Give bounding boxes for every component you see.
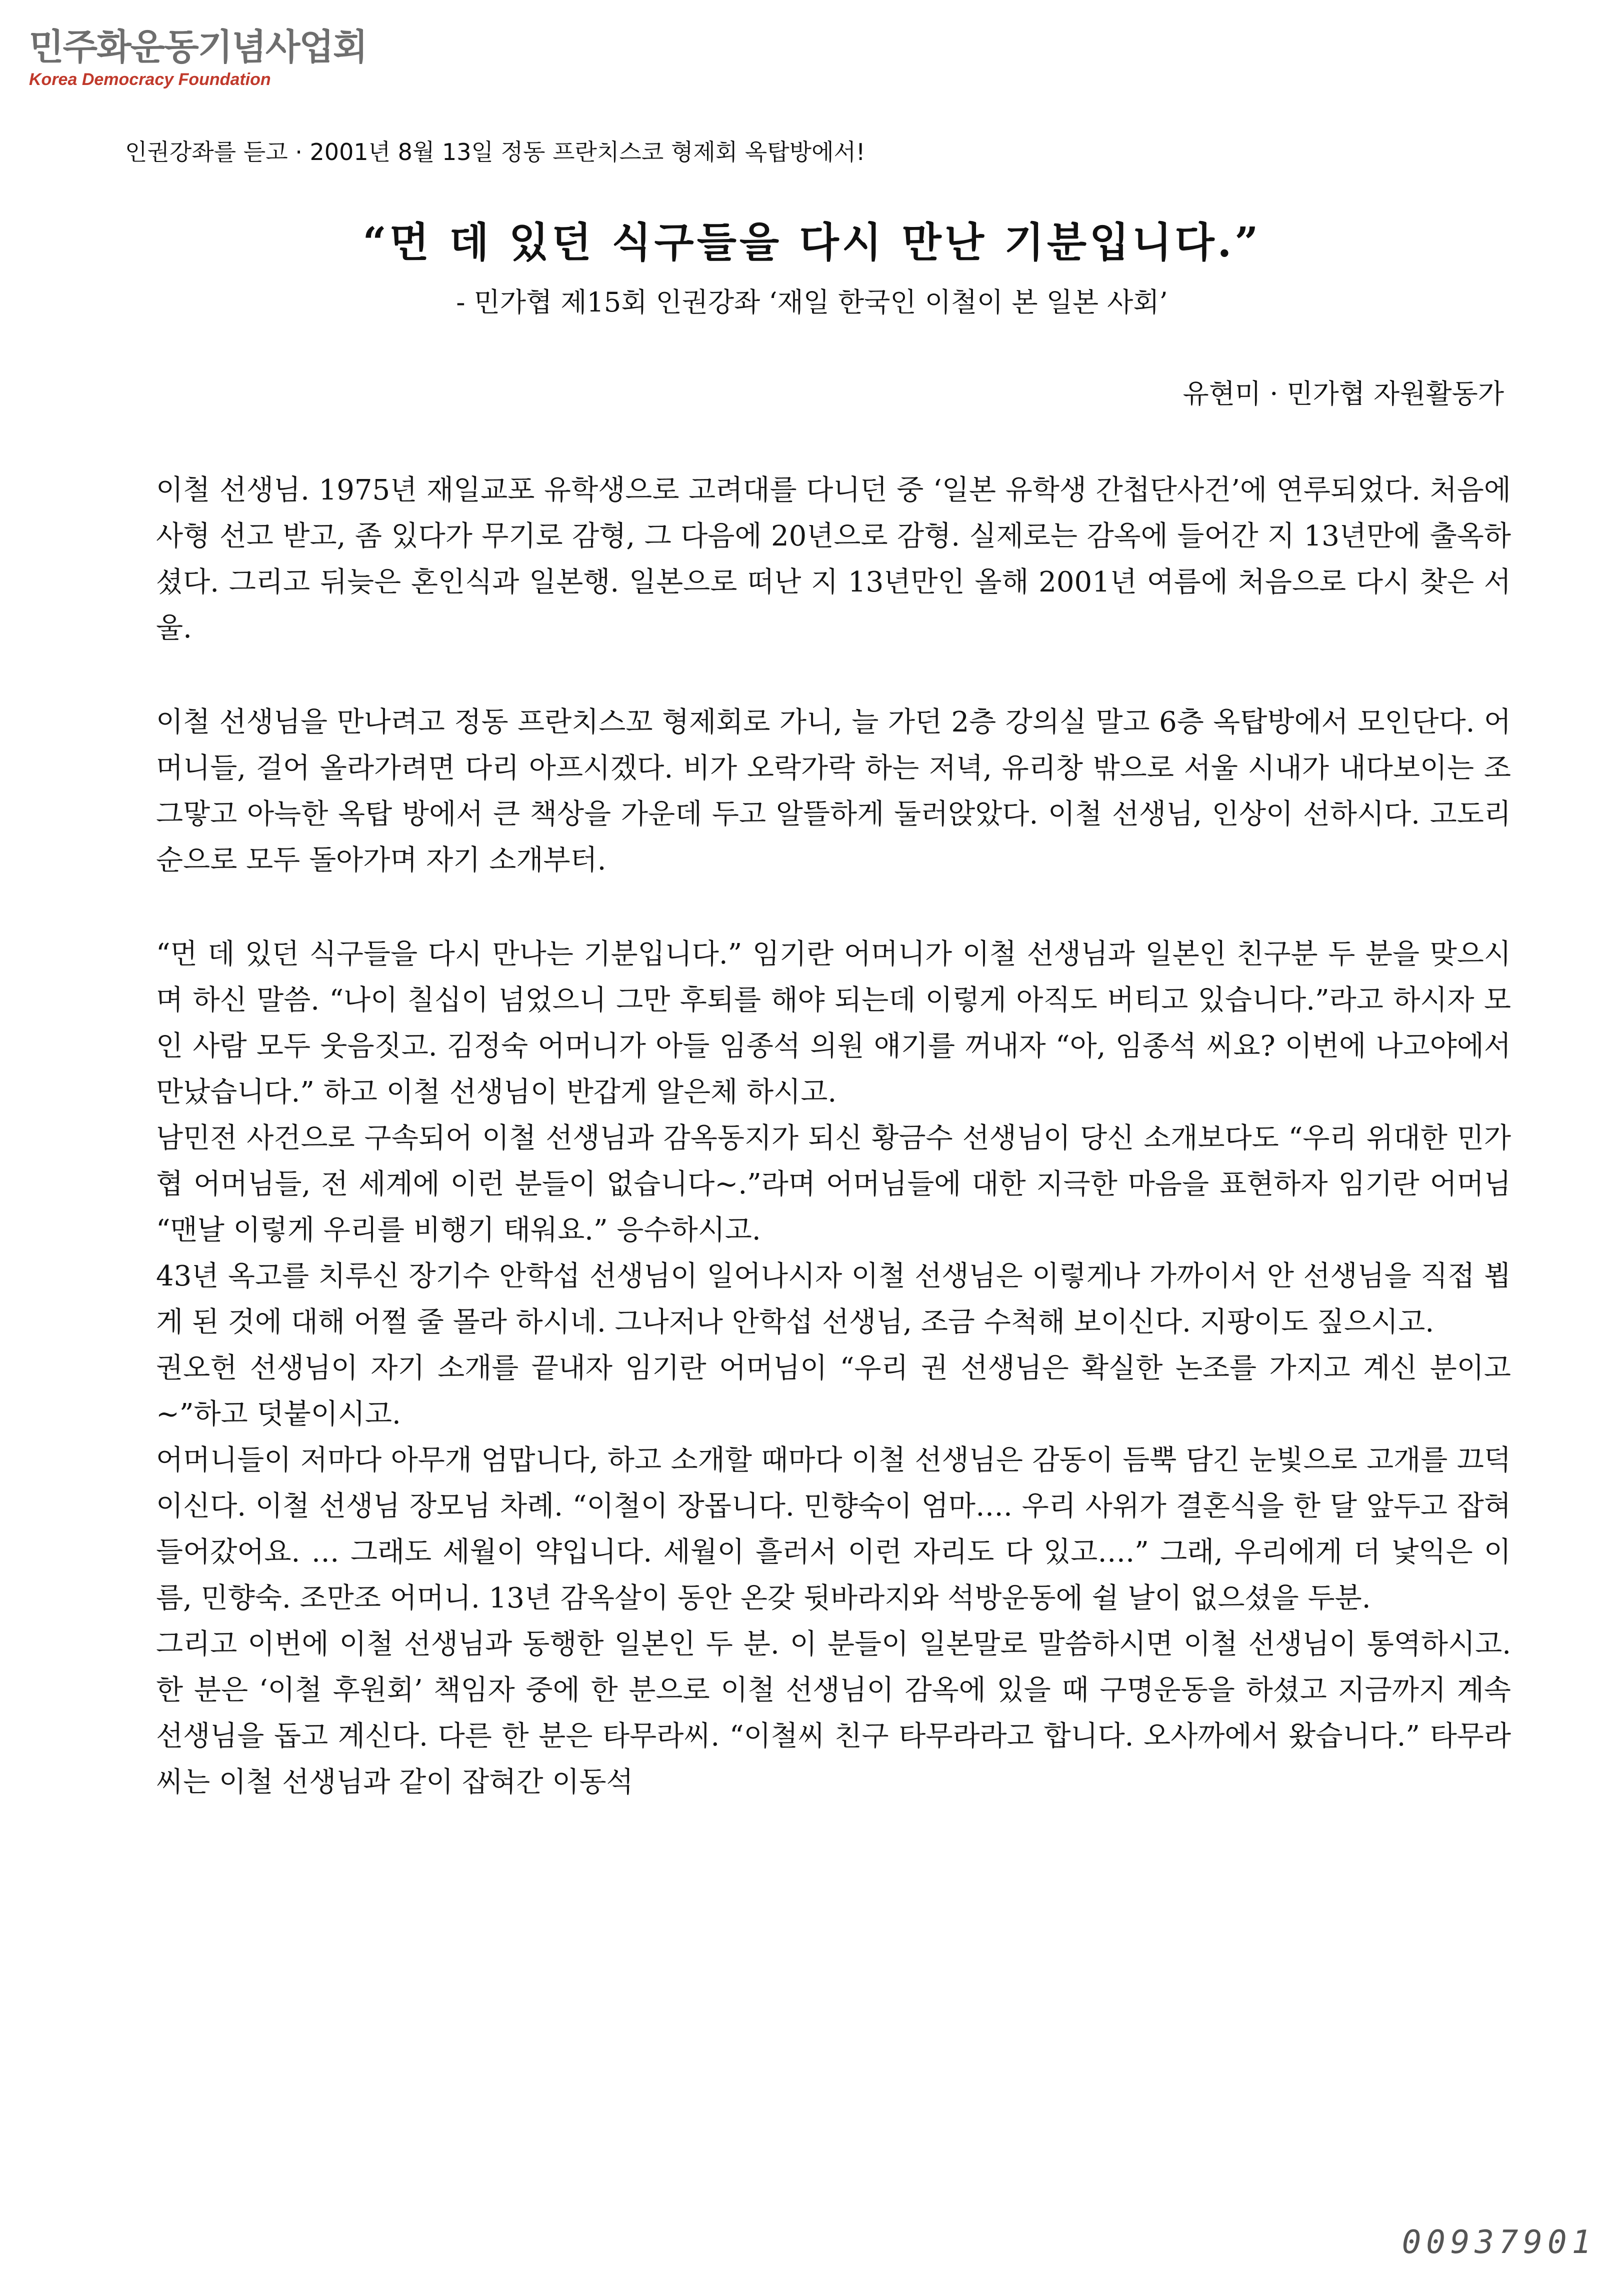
paragraph: 남민전 사건으로 구속되어 이철 선생님과 감옥동지가 되신 황금수 선생님이 당신 소개보다도 “우리 위대한 민가협 어머님들, 전 세계에 이런 분들이 없습니다~.”라며 어머님들에 대한 지극한 마음을 표현하자 임기란 어머님 “맨날 이렇게 우리를 비행기 태워요.” 응수하시고.	[156, 1122, 1511, 1246]
article-subtitle: - 민가협 제15회 인권강좌 ‘재일 한국인 이철이 본 일본 사회’	[456, 286, 1168, 318]
paragraph-group	[156, 468, 1511, 652]
paragraph: 43년 옥고를 치루신 장기수 안학섭 선생님이 일어나시자 이철 선생님은 이렇게나 가까이서 안 선생님을 직접 뵙게 된 것에 대해 어쩔 줄 몰라 하시네. 그나저나 안학섭 선생님, 조금 수척해 보이신다. 지팡이도 짚으시고.	[156, 1260, 1511, 1338]
pretitle: 인권강좌를 듣고 · 2001년 8월 13일 정동 프란치스코 형제회 옥탑방에서!	[125, 138, 866, 166]
paragraph-group	[156, 700, 1511, 884]
paragraph: “먼 데 있던 식구들을 다시 만나는 기분입니다.” 임기란 어머니가 이철 선생님과 일본인 친구분 두 분을 맞으시며 하신 말씀. “나이 칠십이 넘었으니 그만 후퇴를 해야 되는데 이렇게 아직도 버티고 있습니다.”라고 하시자 모인 사람 모두 웃음짓고. 김정숙 어머니가 아들 임종석 의원 얘기를 꺼내자 “아, 임종석 씨요? 이번에 나고야에서 만났습니다.” 하고 이철 선생님이 반갑게 알은체 하시고.	[156, 938, 1511, 1108]
author-byline: 유현미 · 민가협 자원활동가	[1182, 378, 1504, 410]
archive-stamp-number: 00937901	[1402, 2224, 1596, 2261]
paragraph-group	[156, 932, 1511, 1806]
logo-english-text: Korea Democracy Foundation	[29, 70, 271, 89]
article-title: “먼 데 있던 식구들을 다시 만난 기분입니다.”	[362, 218, 1262, 266]
paragraph: 권오헌 선생님이 자기 소개를 끝내자 임기란 어머님이 “우리 권 선생님은 확실한 논조를 가지고 계신 분이고~”하고 덧붙이시고.	[156, 1352, 1511, 1430]
paragraph: 그리고 이번에 이철 선생님과 동행한 일본인 두 분. 이 분들이 일본말로 말씀하시면 이철 선생님이 통역하시고. 한 분은 ‘이철 후원회’ 책임자 중에 한 분으로 이철 선생님이 감옥에 있을 때 구명운동을 하셨고 지금까지 계속 선생님을 돕고 계신다. 다른 한 분은 타무라씨. “이철씨 친구 타무라라고 합니다. 오사까에서 왔습니다.” 타무라 씨는 이철 선생님과 같이 잡혀간 이동석	[156, 1628, 1511, 1798]
paragraph: 이철 선생님을 만나려고 정동 프란치스꼬 형제회로 가니, 늘 가던 2층 강의실 말고 6층 옥탑방에서 모인단다. 어머니들, 걸어 올라가려면 다리 아프시겠다. 비가 오락가락 하는 저녁, 유리창 밖으로 서울 시내가 내다보이는 조그맣고 아늑한 옥탑 방에서 큰 책상을 가운데 두고 알뜰하게 둘러앉았다. 이철 선생님, 인상이 선하시다. 고도리 순으로 모두 돌아가며 자기 소개부터.	[156, 706, 1511, 876]
foundation-logo	[29, 26, 367, 90]
paragraph: 이철 선생님. 1975년 재일교포 유학생으로 고려대를 다니던 중 ‘일본 유학생 간첩단사건’에 연루되었다. 처음에 사형 선고 받고, 좀 있다가 무기로 감형, 그 다음에 20년으로 감형. 실제로는 감옥에 들어간 지 13년만에 출옥하셨다. 그리고 뒤늦은 혼인식과 일본행. 일본으로 떠난 지 13년만인 올해 2001년 여름에 처음으로 다시 찾은 서울.	[156, 474, 1511, 644]
article-body	[156, 468, 1511, 1806]
logo-korean-text: 민주화운동기념사업회	[29, 26, 367, 68]
paragraph: 어머니들이 저마다 아무개 엄맙니다, 하고 소개할 때마다 이철 선생님은 감동이 듬뿍 담긴 눈빛으로 고개를 끄덕이신다. 이철 선생님 장모님 차례. “이철이 장몹니다. 민향숙이 엄마…. 우리 사위가 결혼식을 한 달 앞두고 잡혀들어갔어요. … 그래도 세월이 약입니다. 세월이 흘러서 이런 자리도 다 있고….” 그래, 우리에게 더 낯익은 이름, 민향숙. 조만조 어머니. 13년 감옥살이 동안 온갖 뒷바라지와 석방운동에 쉴 날이 없으셨을 두분.	[156, 1444, 1511, 1614]
